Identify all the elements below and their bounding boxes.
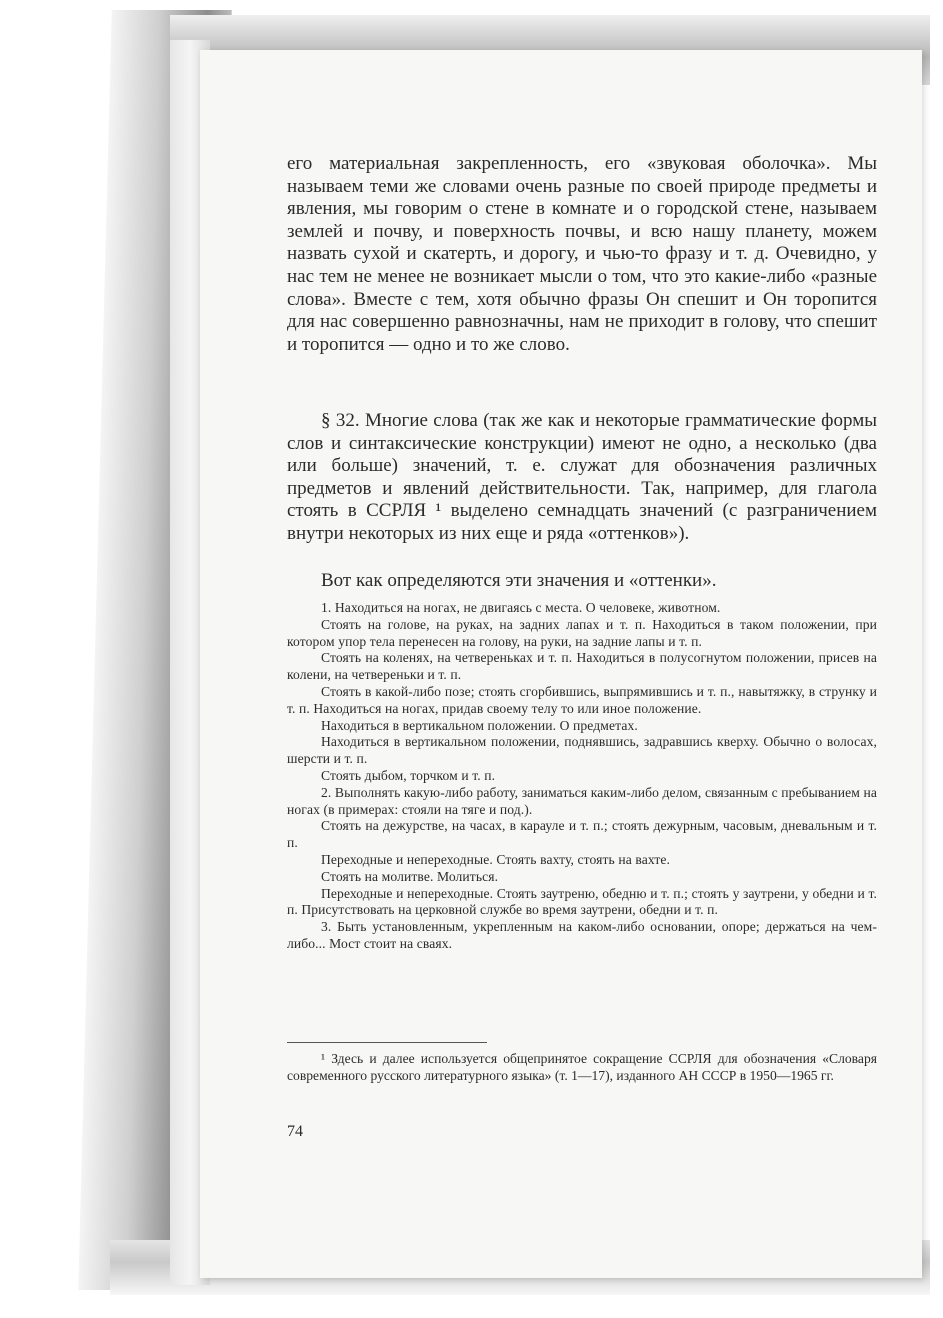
- dictionary-entry: Находиться в вертикальном положении, поднявшись, задравшись кверху. Обычно о волосах, шерсти и т. п.: [287, 734, 877, 767]
- dictionary-entry: Стоять на голове, на руках, на задних лапах и т. п. Находиться в таком положении, при котором упор тела перенесен на голову, на руки, на задние лапы и т. п.: [287, 616, 877, 649]
- dictionary-entry: 2. Выполнять какую-либо работу, заниматься каким-либо делом, связанным с пребыванием на ногах (в примерах: стояли на тяге и под.).: [287, 784, 877, 817]
- dictionary-entry: Стоять дыбом, торчком и т. п.: [321, 767, 496, 783]
- dictionary-entry: Стоять на дежурстве, на часах, в карауле и т. п.; стоять дежурным, часовым, дневальным и т. п.: [287, 818, 877, 851]
- dictionary-entry: Стоять в какой-либо позе; стоять сгорбившись, выпрямившись и т. п., навытяжку, в струнку и т. п. Находиться на ногах, придав своему телу то или иное положение.: [287, 683, 877, 716]
- footnote: ¹ Здесь и далее используется общепринятое сокращение ССРЛЯ для обозначения «Словаря современного русского литературного языка» (т. 1—17), изданного АН СССР в 1950—1965 гг.: [287, 1051, 877, 1083]
- section-32-paragraph: § 32. Многие слова (так же как и некоторые грамматические формы слов и синтаксические конструкции) имеют не одно, а несколько (два или больше) значений, т. е. служат для обозначения различных предметов и явлений действительности. Так, например, для глагола стоять в ССРЛЯ ¹ выделено семнадцать значений (с разграничением внутри некоторых из них еще и ряда «оттенков»).: [287, 410, 877, 544]
- dictionary-entry: Переходные и непереходные. Стоять вахту, стоять на вахте.: [321, 851, 671, 867]
- dictionary-entries: [287, 600, 877, 953]
- dictionary-entry: Находиться в вертикальном положении. О предметах.: [321, 717, 638, 733]
- page-number: 74: [287, 1123, 303, 1140]
- main-paragraph: его материальная закрепленность, его «звуковая оболочка». Мы называем теми же словами очень разные по своей природе предметы и явления, мы говорим о стене в комнате и о городской стене, называем землей и почву, и поверхность почвы, и всю нашу планету, можем назвать сухой и скатерть, и дорогу, и чью-то фразу и т. д. Очевидно, у нас тем не менее не возникает мысли о том, что это какие-либо «разные слова». Вместе с тем, хотя обычно фразы Он спешит и Он торопится для нас совершенно равнозначны, нам не приходит в голову, что спешит и торопится — одно и то же слово.: [287, 153, 877, 355]
- dictionary-entry: Стоять на молитве. Молиться.: [321, 868, 499, 884]
- dictionary-entry: 1. Находиться на ногах, не двигаясь с места. О человеке, животном.: [321, 600, 721, 615]
- intro-line: Вот как определяются эти значения и «оттенки».: [321, 570, 717, 591]
- dictionary-entry: 3. Быть установленным, укрепленным на каком-либо основании, опоре; держаться на чем-либо... Мост стоит на сваях.: [287, 919, 877, 951]
- dictionary-entry: Стоять на коленях, на четвереньках и т. п. Находиться в полусогнутом положении, присев на колени, на четвереньки и т. п.: [287, 650, 877, 683]
- footnote-rule: [287, 1042, 487, 1043]
- dictionary-entry: Переходные и непереходные. Стоять заутреню, обедню и т. п.; стоять у заутрени, у обедни и т. п. Присутствовать на церковной службе во время заутрени, обедни и т. п.: [287, 885, 877, 918]
